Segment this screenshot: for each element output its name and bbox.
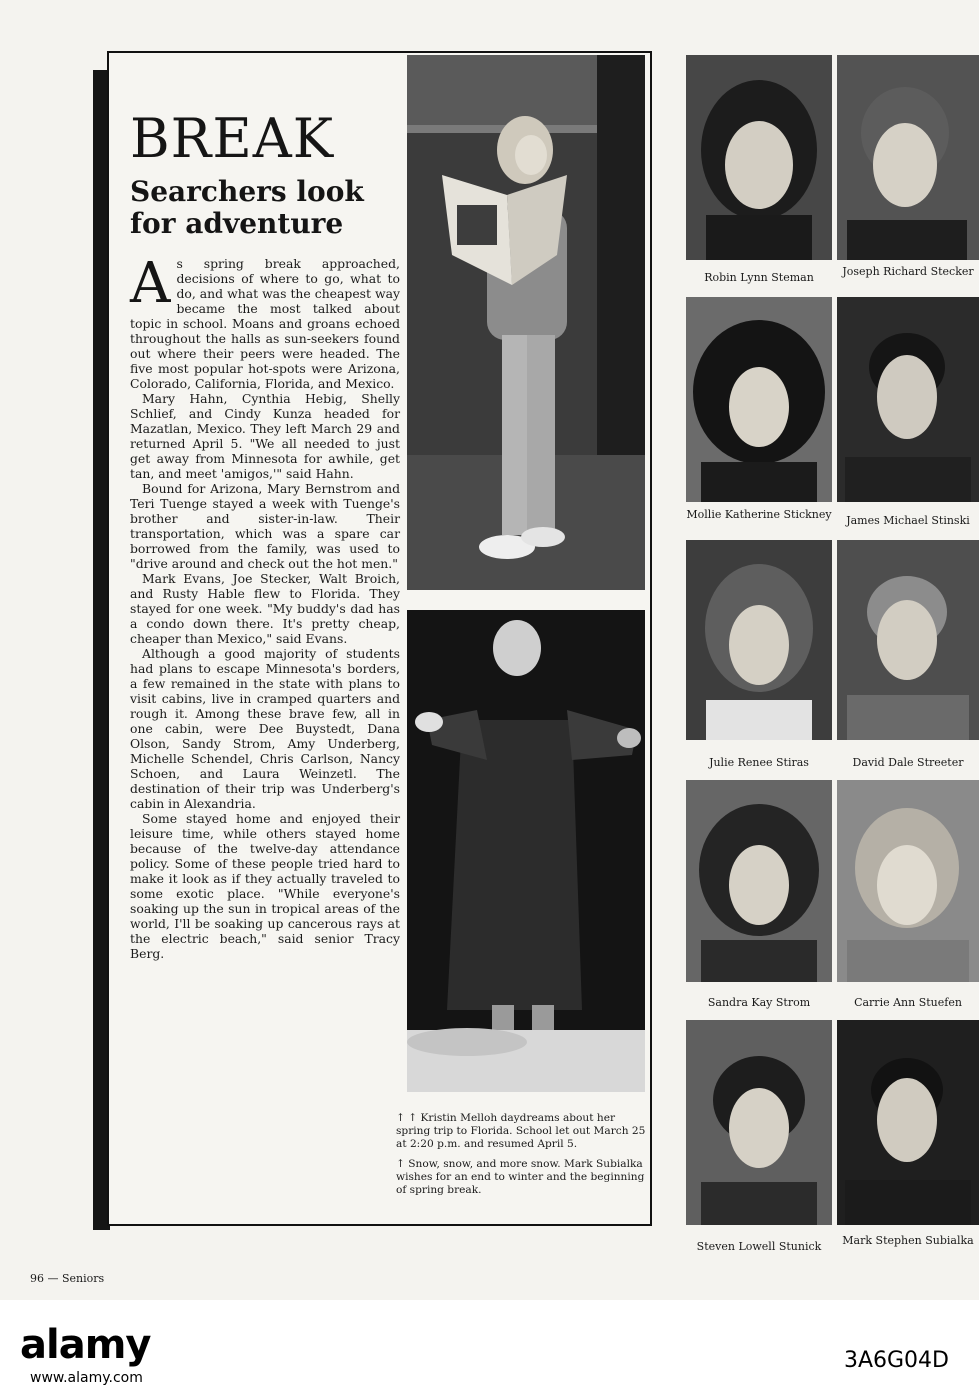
portrait-photo [837, 55, 979, 260]
photo-caption: ↑ Snow, snow, and more snow. Mark Subialka wishes for an end to winter and the beginning of spring break. [396, 1158, 645, 1196]
portrait-name: David Dale Streeter [852, 756, 964, 769]
portrait-photo [837, 780, 979, 982]
watermark-image-id: 3A6G04D [843, 1348, 949, 1373]
watermark-url: www.alamy.com [30, 1370, 143, 1386]
portrait-photo [686, 55, 832, 260]
portrait-name: James Michael Stinski [846, 514, 970, 527]
portrait-name: Sandra Kay Strom [707, 996, 811, 1009]
story-body [130, 251, 400, 961]
portrait-photo [686, 297, 832, 502]
portrait-name: Carrie Ann Stuefen [854, 996, 962, 1009]
page-folio: 96 — Seniors [30, 1272, 105, 1285]
portrait-name: Mark Stephen Subialka [842, 1234, 974, 1247]
story-paragraph: Mark Evans, Joe Stecker, Walt Broich, and Rusty Hable flew to Florida. They stayed for one week. "My buddy's dad has a condo down there. It's pretty cheap, cheaper than Mexico," said Evans. [130, 571, 400, 646]
photo-caption: ↑ ↑ Kristin Melloh daydreams about her spring trip to Florida. School let out March 25 at 2:20 p.m. and resumed April 5. [396, 1112, 646, 1150]
portrait-photo [686, 1020, 832, 1225]
drop-cap: A [130, 251, 171, 316]
story-paragraph: Although a good majority of students had plans to escape Minnesota's borders, a few remained in the state with plans to visit cabins, live in cramped quarters and rough it. Among these brave few, all in one cabin, were Dee Buystedt, Dana Olson, Sandy Strom, Amy Underberg, Michelle Schendel, Chris Carlson, Nancy Schoen, and Laura Weinzetl. The destination of their trip was Underberg's cabin in Alexandria. [130, 646, 400, 811]
photo-student-reading [407, 55, 645, 590]
portrait-photo [837, 540, 979, 740]
story-paragraph: As spring break approached, decisions of where to go, what to do, and what was the cheapest way became the most talked about topic in school. Moans and groans echoed throughout the halls as sun-seekers found out where their peers were headed. The five most popular hot-spots were Arizona, Colorado, California, Florida, and Mexico. [130, 251, 400, 391]
portrait-photo [837, 297, 979, 502]
portrait-name: Steven Lowell Stunick [696, 1240, 822, 1253]
portrait-name: Joseph Richard Stecker [842, 265, 974, 278]
portrait-photo [686, 540, 832, 740]
story-paragraph: Bound for Arizona, Mary Bernstrom and Teri Tuenge stayed a week with Tuenge's brother and sister-in-law. Their transportation, which was a spare car borrowed from the family, was used to "drive around and check out the hot men." [130, 481, 400, 571]
portrait-name: Julie Renee Stiras [709, 756, 809, 769]
portrait-photo [686, 780, 832, 982]
portrait-photo [837, 1020, 979, 1225]
subhead: Searchers look for adventure [130, 175, 364, 240]
photo-student-in-snow [407, 610, 645, 1092]
portrait-name: Mollie Katherine Stickney [686, 508, 832, 521]
story-paragraph: Mary Hahn, Cynthia Hebig, Shelly Schlief, and Cindy Kunza headed for Mazatlan, Mexico. They left March 29 and returned April 5. "We all needed to just get away from Minnesota for awhile, get tan, and meet 'amigos,'" said Hahn. [130, 391, 400, 481]
story-paragraph: Some stayed home and enjoyed their leisure time, while others stayed home because of the twelve-day attendance policy. Some of these people tried hard to make it look as if they actually traveled to some exotic place. "While everyone's soaking up the sun in tropical areas of the world, I'll be soaking up cancerous rays at the electric beach," said senior Tracy Berg. [130, 811, 400, 961]
watermark-logo: alamy [20, 1322, 151, 1368]
portrait-name: Robin Lynn Steman [704, 271, 814, 284]
headline: BREAK [130, 107, 335, 170]
